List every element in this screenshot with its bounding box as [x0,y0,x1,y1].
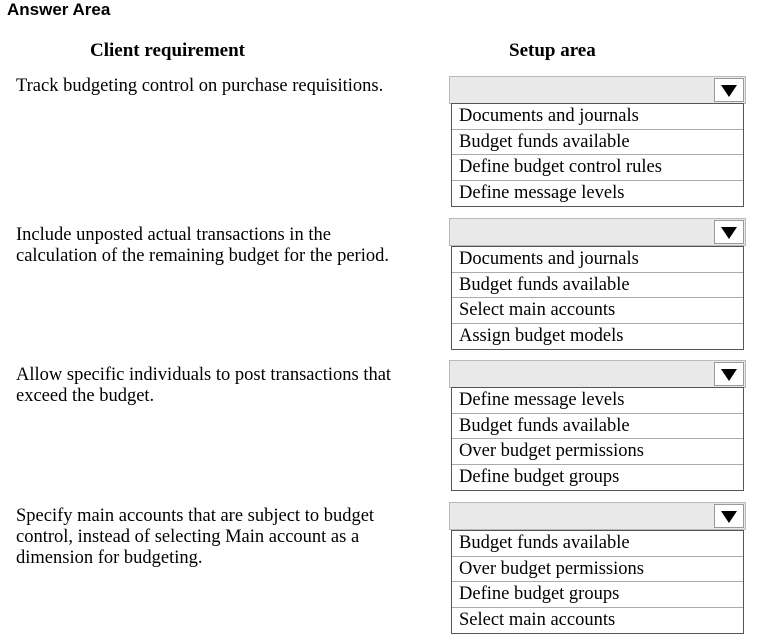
dropdown-option[interactable]: Budget funds available [452,531,743,557]
dropdown-option[interactable]: Budget funds available [452,130,743,156]
triangle-down-icon [721,85,737,97]
requirement-4: Specify main accounts that are subject to budget control, instead of selecting Main account as a dimension for budgeting. [16,506,375,568]
dropdown-option[interactable]: Over budget permissions [452,439,743,465]
setup-area-header: Setup area [509,40,596,61]
dropdown-option[interactable]: Define message levels [452,388,743,414]
dropdown-options-4 [451,530,744,634]
dropdown-option[interactable]: Define budget groups [459,466,620,487]
dropdown-arrow-button[interactable] [714,78,744,102]
dropdown-options-3 [451,387,744,491]
triangle-down-icon [721,369,737,381]
setup-dropdown-1[interactable] [449,76,746,104]
dropdown-option[interactable]: Budget funds available [452,414,743,440]
dropdown-options-1 [451,103,744,207]
setup-dropdown-4[interactable] [449,502,746,530]
answer-area-title: Answer Area [7,0,111,19]
dropdown-option[interactable]: Documents and journals [452,247,743,273]
dropdown-option[interactable]: Select main accounts [459,609,616,630]
setup-dropdown-2[interactable] [449,218,746,246]
requirement-2: Include unposted actual transactions in the calculation of the remaining budget for the period. [16,225,389,266]
dropdown-option[interactable]: Define budget control rules [452,155,743,181]
dropdown-arrow-button[interactable] [714,362,744,386]
dropdown-arrow-button[interactable] [714,504,744,528]
dropdown-option[interactable]: Documents and journals [452,104,743,130]
client-requirement-header: Client requirement [90,40,245,61]
dropdown-option[interactable]: Define budget groups [452,582,743,608]
requirement-1: Track budgeting control on purchase requisitions. [16,76,384,96]
triangle-down-icon [721,511,737,523]
dropdown-options-2 [451,246,744,350]
dropdown-option[interactable]: Budget funds available [452,273,743,299]
dropdown-option[interactable]: Define message levels [459,182,625,203]
dropdown-option[interactable]: Select main accounts [452,298,743,324]
requirement-3: Allow specific individuals to post transactions that exceed the budget. [16,365,392,406]
dropdown-option[interactable]: Over budget permissions [452,557,743,583]
dropdown-option[interactable]: Assign budget models [459,325,624,346]
triangle-down-icon [721,227,737,239]
dropdown-arrow-button[interactable] [714,220,744,244]
setup-dropdown-3[interactable] [449,360,746,388]
